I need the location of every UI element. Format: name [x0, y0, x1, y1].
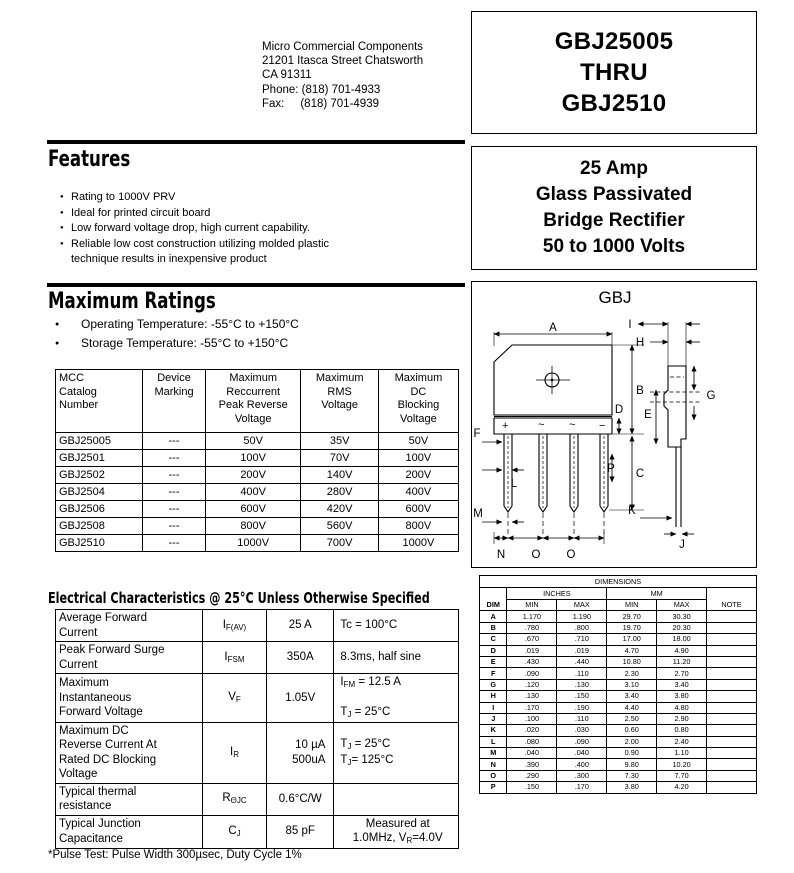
dim-letter-D: D [614, 404, 624, 416]
ratings-table-body [56, 433, 459, 552]
desc-line-3: Bridge Rectifier [543, 210, 685, 231]
features-list [60, 190, 460, 268]
dimension-value-cell: .100 [507, 713, 557, 724]
ratings-cell: 1000V [205, 535, 301, 552]
dimension-value-cell: 2.90 [657, 713, 707, 724]
ratings-cell: 280V [301, 484, 378, 501]
value-cell: 0.6°C/W [267, 783, 334, 815]
dimension-value-cell: .390 [507, 759, 557, 770]
ec-table-body [56, 610, 459, 849]
table-row [480, 679, 757, 690]
dimension-value-cell: 3.40 [607, 691, 657, 702]
ratings-cell: --- [143, 450, 206, 467]
dimension-letter-cell: E [480, 656, 507, 667]
dimension-value-cell [707, 668, 757, 679]
value-cell: 10 µA 500uA [267, 722, 334, 783]
dimension-value-cell: 4.90 [657, 645, 707, 656]
table-row [56, 467, 459, 484]
bullet-item: ● Operating Temperature: -55°C to +150°C [55, 315, 475, 334]
dimension-value-cell: 10.20 [657, 759, 707, 770]
condition-cell: $T_J = 25^\circ C$ $T_J= 125^\circ C$ [334, 722, 459, 783]
dimension-value-cell: 18.00 [657, 634, 707, 645]
dimension-value-cell: 1.10 [657, 748, 707, 759]
dimension-value-cell: 0.60 [607, 725, 657, 736]
ratings-cell: 70V [301, 450, 378, 467]
ratings-cell: 100V [205, 450, 301, 467]
ratings-cell: 420V [301, 501, 378, 518]
dimensions-unit-header: MM [607, 588, 707, 600]
dimension-value-cell: 30.30 [657, 611, 707, 622]
catalog-number-cell: GBJ2508 [56, 518, 143, 535]
dimensions-title: DIMENSIONS [480, 576, 757, 588]
table-row [480, 713, 757, 724]
ratings-cell: 200V [378, 467, 458, 484]
ratings-col-header: MCC Catalog Number [56, 370, 143, 433]
dimension-value-cell: .170 [507, 702, 557, 713]
dimension-value-cell: .670 [507, 634, 557, 645]
catalog-number-cell: GBJ2506 [56, 501, 143, 518]
condition-cell: $I_{FM} = 12.5$ A $T_J = 25^\circ C$ [334, 674, 459, 723]
symbol-cell: $I_{FSM}$ [202, 642, 266, 674]
dimension-value-cell [707, 611, 757, 622]
maximum-ratings-list [55, 315, 475, 353]
ratings-col-header: Device Marking [143, 370, 206, 433]
package-drawing-box [471, 281, 757, 568]
dimension-value-cell: .120 [507, 679, 557, 690]
dimension-value-cell: .090 [557, 736, 607, 747]
company-address [262, 40, 492, 111]
dimension-value-cell: .030 [557, 725, 607, 736]
electrical-characteristics-heading: Electrical Characteristics @ 25°C Unless Otherwise Specified [48, 589, 430, 607]
dimension-value-cell: 7.70 [657, 770, 707, 781]
dimension-value-cell: .290 [507, 770, 557, 781]
bullet-item: ● Low forward voltage drop, high current capability. [60, 221, 460, 237]
dimension-value-cell: .019 [507, 645, 557, 656]
dimension-value-cell [707, 679, 757, 690]
dim-letter-L: L [510, 478, 518, 490]
dimension-value-cell: 2.30 [607, 668, 657, 679]
table-header-row [56, 370, 459, 433]
symbol-cell: $R_{\Theta JC}$ [202, 783, 266, 815]
bullet-item: ● Ideal for printed circuit board [60, 206, 460, 222]
condition-cell [334, 783, 459, 815]
part-number-thru: THRU [580, 59, 648, 86]
gbj-package-drawing [472, 282, 756, 566]
ratings-cell: 1000V [378, 535, 458, 552]
ratings-cell: --- [143, 484, 206, 501]
dim-letter-C: C [635, 468, 645, 480]
ratings-cell: --- [143, 467, 206, 484]
part-number-first: GBJ25005 [554, 28, 674, 55]
ratings-cell: 560V [301, 518, 378, 535]
table-row [56, 535, 459, 552]
dimension-value-cell: .040 [507, 748, 557, 759]
bullet-item: ● Rating to 1000V PRV [60, 190, 460, 206]
dimension-letter-cell: H [480, 691, 507, 702]
dim-letter-J: J [679, 539, 685, 551]
dimension-value-cell: 3.80 [607, 782, 657, 793]
dimension-value-cell: 10.80 [607, 656, 657, 667]
dimension-value-cell: 29.70 [607, 611, 657, 622]
ratings-cell: 400V [378, 484, 458, 501]
features-heading: Features [48, 147, 131, 172]
ratings-cell: --- [143, 535, 206, 552]
table-row [56, 722, 459, 783]
desc-line-2: Glass Passivated [535, 184, 693, 205]
dimension-letter-cell: I [480, 702, 507, 713]
symbol-cell: $V_F$ [202, 674, 266, 723]
catalog-number-cell: GBJ25005 [56, 433, 143, 450]
table-row [56, 484, 459, 501]
table-row [480, 611, 757, 622]
dim-letter-O-1: O [531, 549, 541, 561]
dimension-value-cell: 4.20 [657, 782, 707, 793]
dimension-value-cell: .440 [557, 656, 607, 667]
side-view-body [664, 366, 686, 447]
parameter-cell: Average Forward Current [56, 610, 203, 642]
dimension-value-cell: .090 [507, 668, 557, 679]
note-col-header: NOTE [707, 588, 757, 611]
ratings-cell: 600V [378, 501, 458, 518]
dimension-value-cell: .780 [507, 622, 557, 633]
value-cell: 85 pF [267, 815, 334, 848]
dimensions-table-wrap [479, 575, 757, 794]
dimensions-title-row [480, 576, 757, 588]
dimension-value-cell: .150 [507, 782, 557, 793]
value-cell: 350A [267, 642, 334, 674]
ratings-cell: 140V [301, 467, 378, 484]
symbol-cell: $C_J$ [202, 815, 266, 848]
desc-line-4: 50 to 1000 Volts [542, 236, 686, 257]
terminal-plus: + [502, 420, 509, 432]
dimension-value-cell: .080 [507, 736, 557, 747]
table-row [480, 691, 757, 702]
bullet-item: ● Reliable low cost construction utilizing molded plastic [60, 237, 460, 253]
catalog-number-cell: GBJ2504 [56, 484, 143, 501]
minmax-col-header: MIN [507, 600, 557, 611]
terminal-markings [502, 419, 605, 432]
dim-letter-I: I [628, 319, 632, 331]
dim-letter-N: N [496, 549, 506, 561]
table-row [56, 501, 459, 518]
dim-col-header: DIM [480, 588, 507, 611]
bullet-item: ● Storage Temperature: -55°C to +150°C [55, 334, 475, 353]
maximum-ratings-table [55, 369, 459, 552]
dimension-value-cell: 0.90 [607, 748, 657, 759]
dimensions-table [479, 575, 757, 794]
dimension-letter-cell: F [480, 668, 507, 679]
dimension-letter-cell: O [480, 770, 507, 781]
table-row [56, 450, 459, 467]
value-cell: 25 A [267, 610, 334, 642]
dimension-value-cell [707, 713, 757, 724]
dimension-value-cell [707, 736, 757, 747]
dimension-value-cell: .710 [557, 634, 607, 645]
dimension-value-cell: .019 [557, 645, 607, 656]
dimension-value-cell: 17.00 [607, 634, 657, 645]
catalog-number-cell: GBJ2502 [56, 467, 143, 484]
desc-line-1: 25 Amp [580, 158, 648, 179]
ratings-cell: 50V [205, 433, 301, 450]
dimension-value-cell: .130 [507, 691, 557, 702]
symbol-cell: $I_{F(AV)}$ [202, 610, 266, 642]
ratings-divider [47, 283, 465, 287]
dimension-value-cell: 4.40 [607, 702, 657, 713]
ratings-col-header: Maximum RMS Voltage [301, 370, 378, 433]
package-base [494, 418, 612, 434]
table-row [56, 518, 459, 535]
value-cell: 1.05V [267, 674, 334, 723]
dimensions-group-header-row [480, 588, 757, 600]
parameter-cell: Peak Forward Surge Current [56, 642, 203, 674]
dimension-value-cell: 3.40 [657, 679, 707, 690]
dimension-value-cell [707, 770, 757, 781]
dimension-value-cell: .800 [557, 622, 607, 633]
dimension-value-cell: 3.10 [607, 679, 657, 690]
minmax-col-header: MIN [607, 600, 657, 611]
dimension-value-cell: .190 [557, 702, 607, 713]
condition-cell: Tc = 100°C [334, 610, 459, 642]
dimension-value-cell: 11.20 [657, 656, 707, 667]
dimension-letter-cell: D [480, 645, 507, 656]
features-divider [47, 140, 465, 144]
table-row [480, 634, 757, 645]
product-description-box [471, 146, 757, 270]
dimension-value-cell: 2.50 [607, 713, 657, 724]
dim-letter-P: P [607, 463, 615, 475]
package-label: GBJ [598, 288, 632, 307]
dim-letter-F: F [473, 428, 481, 440]
dimension-value-cell: .020 [507, 725, 557, 736]
minmax-col-header: MAX [657, 600, 707, 611]
table-row [480, 782, 757, 793]
dimension-value-cell: 0.80 [657, 725, 707, 736]
dimension-value-cell: .400 [557, 759, 607, 770]
dimensions-table-body [480, 576, 757, 794]
ratings-cell: 200V [205, 467, 301, 484]
ratings-cell: 800V [205, 518, 301, 535]
ratings-cell: 700V [301, 535, 378, 552]
dimension-value-cell: .300 [557, 770, 607, 781]
dimension-letters [473, 319, 715, 561]
company-address-line-1: Micro Commercial Components [262, 41, 424, 53]
catalog-number-cell: GBJ2501 [56, 450, 143, 467]
table-row [480, 645, 757, 656]
table-row [480, 759, 757, 770]
company-address-line-3: CA 91311 [262, 69, 312, 82]
dimensions-unit-header: INCHES [507, 588, 607, 600]
dimension-letter-cell: A [480, 611, 507, 622]
pulse-test-footnote: *Pulse Test: Pulse Width 300µsec, Duty Cycle 1% [48, 849, 302, 861]
dimension-value-cell [707, 782, 757, 793]
dimension-value-cell: 2.70 [657, 668, 707, 679]
dimension-value-cell: 2.40 [657, 736, 707, 747]
dimension-value-cell: 7.30 [607, 770, 657, 781]
dimension-letter-cell: G [480, 679, 507, 690]
dimension-value-cell [707, 691, 757, 702]
dimension-value-cell: .110 [557, 668, 607, 679]
table-row [480, 748, 757, 759]
dim-letter-K: K [628, 505, 636, 517]
package-leads [504, 434, 608, 512]
ratings-cell: 50V [378, 433, 458, 450]
company-address-line-5: Fax: (818) 701-4939 [262, 97, 379, 110]
ratings-cell: --- [143, 518, 206, 535]
table-row [56, 674, 459, 723]
ratings-cell: 400V [205, 484, 301, 501]
dimension-letter-cell: K [480, 725, 507, 736]
table-row [56, 783, 459, 815]
dimension-value-cell [707, 634, 757, 645]
dimension-letter-cell: P [480, 782, 507, 793]
dimension-value-cell: .110 [557, 713, 607, 724]
parameter-cell: Maximum Instantaneous Forward Voltage [56, 674, 203, 723]
dim-letter-H: H [635, 337, 645, 349]
dimension-value-cell: 1.170 [507, 611, 557, 622]
ratings-col-header: Maximum DC Blocking Voltage [378, 370, 458, 433]
table-row [480, 656, 757, 667]
dim-letter-B: B [636, 385, 644, 397]
electrical-characteristics-table [55, 609, 459, 849]
dimension-letter-cell: B [480, 622, 507, 633]
dimension-letter-cell: C [480, 634, 507, 645]
dim-letter-M: M [473, 508, 483, 520]
ratings-cell: 35V [301, 433, 378, 450]
dim-letter-A: A [549, 322, 557, 334]
dimension-value-cell: .430 [507, 656, 557, 667]
dimension-value-cell [707, 622, 757, 633]
table-row [480, 622, 757, 633]
company-address-line-4: Phone: (818) 701-4933 [262, 83, 381, 96]
dimension-value-cell [707, 725, 757, 736]
dimension-letter-cell: M [480, 748, 507, 759]
dimension-value-cell [707, 656, 757, 667]
dimension-letter-cell: N [480, 759, 507, 770]
table-row [480, 725, 757, 736]
terminal-minus: − [599, 420, 606, 432]
dimension-value-cell: .130 [557, 679, 607, 690]
ratings-cell: --- [143, 501, 206, 518]
dimension-value-cell: 19.70 [607, 622, 657, 633]
table-row [480, 770, 757, 781]
ratings-cell: 100V [378, 450, 458, 467]
dimension-value-cell: 3.80 [657, 691, 707, 702]
catalog-number-cell: GBJ2510 [56, 535, 143, 552]
table-row [480, 668, 757, 679]
table-row [56, 815, 459, 848]
dimension-value-cell: 20.30 [657, 622, 707, 633]
dim-letter-E: E [644, 409, 652, 421]
dimension-letter-cell: L [480, 736, 507, 747]
condition-cell: Measured at 1.0MHz, $V_R=4.0V$ [334, 815, 459, 848]
dimension-value-cell: .150 [557, 691, 607, 702]
bullet-item: technique results in inexpensive product [71, 253, 267, 266]
dim-letter-O-2: O [566, 549, 576, 561]
table-row [56, 610, 459, 642]
dim-letter-G: G [706, 390, 716, 402]
parameter-cell: Maximum DC Reverse Current At Rated DC Blocking Voltage [56, 722, 203, 783]
table-row [56, 433, 459, 450]
company-address-line-2: 21201 Itasca Street Chatsworth [262, 55, 424, 68]
dimension-value-cell: 1.190 [557, 611, 607, 622]
dimension-value-cell: 4.70 [607, 645, 657, 656]
ratings-col-header: Maximum Reccurrent Peak Reverse Voltage [205, 370, 301, 433]
table-row [56, 642, 459, 674]
dimension-value-cell: .170 [557, 782, 607, 793]
part-number-last: GBJ2510 [561, 90, 667, 117]
dimension-letter-cell: J [480, 713, 507, 724]
dimension-value-cell: .040 [557, 748, 607, 759]
terminal-ac-1: ~ [538, 419, 545, 431]
part-number-box [471, 11, 757, 134]
ratings-table-head [56, 370, 459, 433]
dimension-value-cell: 4.80 [657, 702, 707, 713]
dimension-value-cell [707, 645, 757, 656]
ratings-cell: 800V [378, 518, 458, 535]
dimension-value-cell [707, 702, 757, 713]
ratings-cell: 600V [205, 501, 301, 518]
dimension-value-cell [707, 759, 757, 770]
parameter-cell: Typical Junction Capacitance [56, 815, 203, 848]
dimension-value-cell: 2.00 [607, 736, 657, 747]
table-row [480, 702, 757, 713]
dimension-value-cell [707, 748, 757, 759]
dimension-value-cell: 9.80 [607, 759, 657, 770]
terminal-ac-2: ~ [569, 419, 576, 431]
condition-cell: 8.3ms, half sine [334, 642, 459, 674]
table-row [480, 736, 757, 747]
symbol-cell: $I_R$ [202, 722, 266, 783]
maximum-ratings-heading: Maximum Ratings [48, 289, 216, 314]
ratings-cell: --- [143, 433, 206, 450]
parameter-cell: Typical thermal resistance [56, 783, 203, 815]
minmax-col-header: MAX [557, 600, 607, 611]
